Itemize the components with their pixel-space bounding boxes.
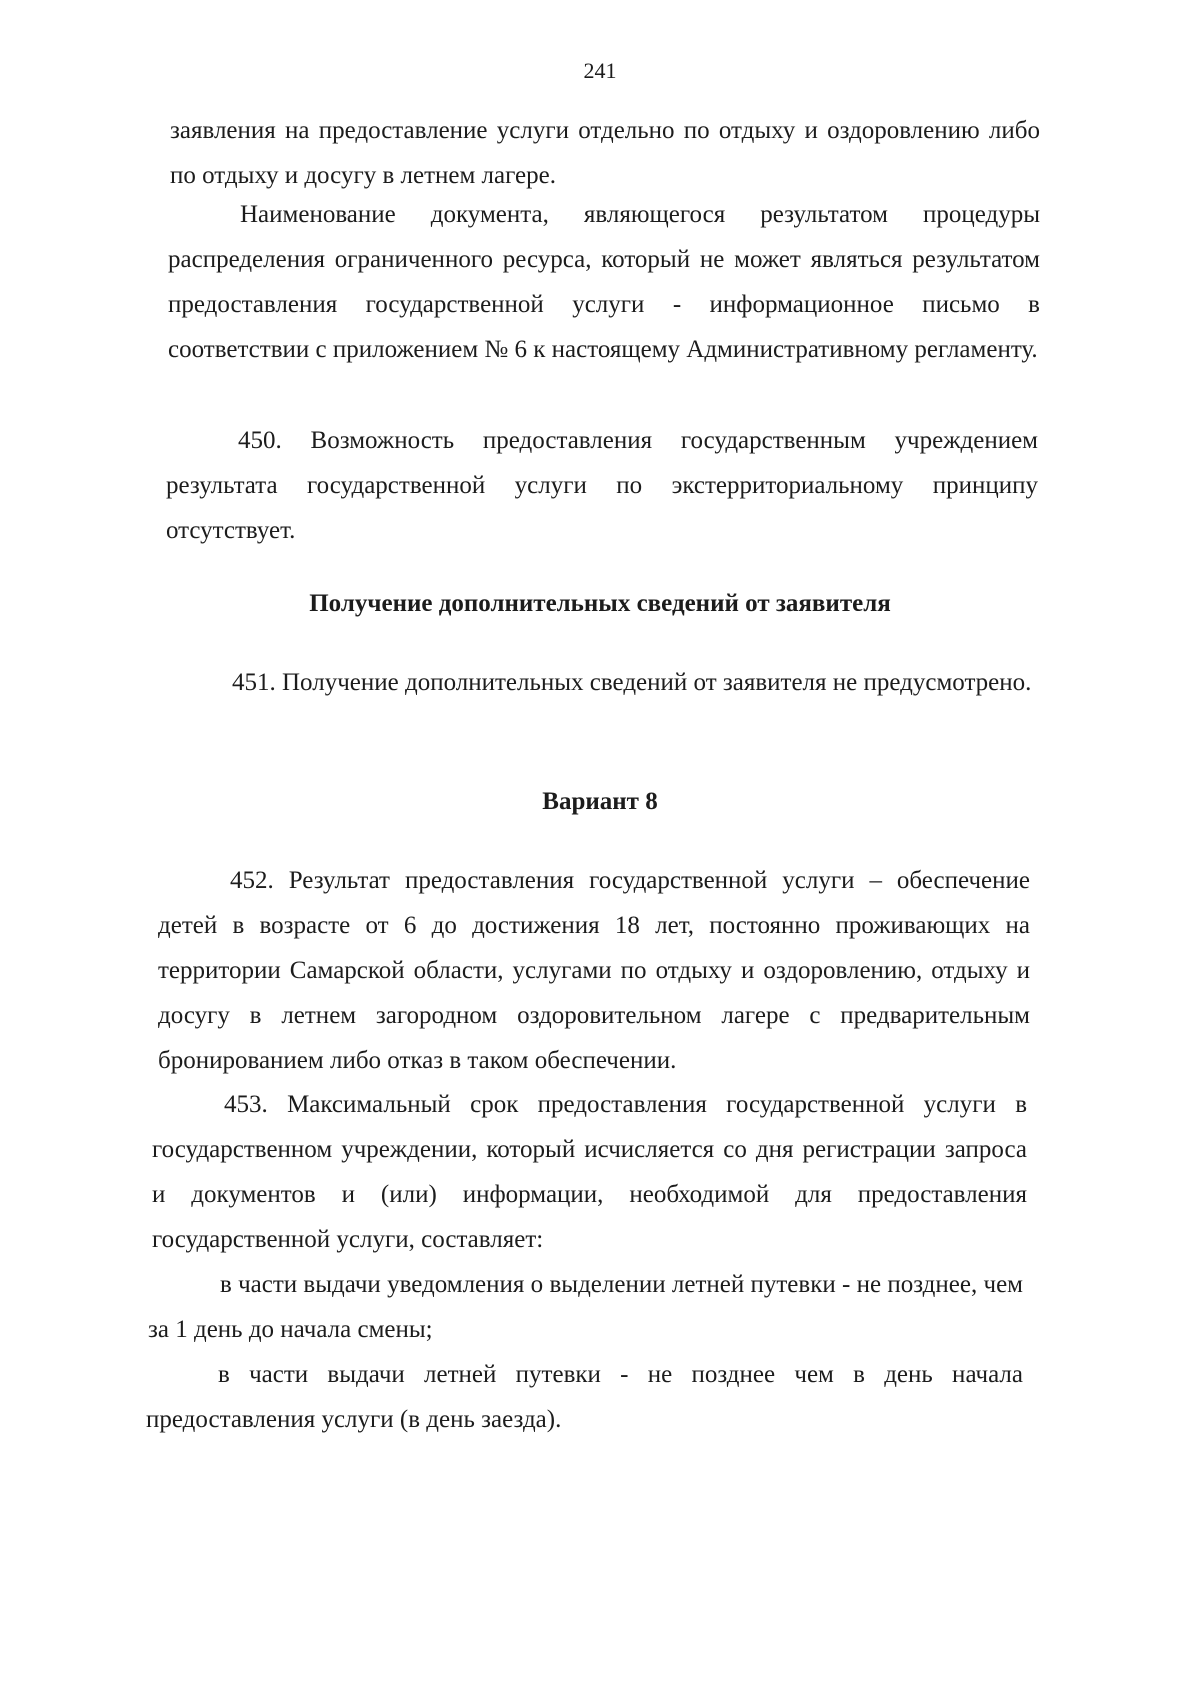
paragraph-451: 451. Получение дополнительных сведений от заявителя не предусмотрено.: [232, 669, 1032, 696]
paragraph-453: 453. Максимальный срок предоставления государственной услуги в государственном учреждении, который исчисляется со дня регистрации запроса и документов и (или) информации, необходимой для предоставления государственной услуги, составляет:: [152, 1091, 1027, 1253]
paragraph-453-voucher: в части выдачи летней путевки - не позднее чем в день начала предоставления услуги (в день заезда).: [146, 1361, 1023, 1433]
page-number: 241: [583, 58, 617, 83]
section-heading-additional-info: Получение дополнительных сведений от заявителя: [309, 590, 891, 617]
paragraph-450: 450. Возможность предоставления государственным учреждением результата государственной услуги по экстерриториальному принципу отсутствует.: [166, 427, 1038, 544]
section-heading-variant: Вариант 8: [542, 788, 658, 815]
paragraph-453-notification: в части выдачи уведомления о выделении летней путевки - не позднее, чем за 1 день до начала смены;: [148, 1271, 1023, 1343]
paragraph-continuation: заявления на предоставление услуги отдельно по отдыху и оздоровлению либо по отдыху и досугу в летнем лагере.: [170, 117, 1040, 189]
paragraph-result-document: Наименование документа, являющегося результатом процедуры распределения ограниченного ресурса, который не может являться результатом предоставления государственной услуги - информационное письмо в соответствии с приложением № 6 к настоящему Административному регламенту.: [168, 201, 1040, 363]
paragraph-452: 452. Результат предоставления государственной услуги – обеспечение детей в возрасте от 6 до достижения 18 лет, постоянно проживающих на территории Самарской области, услугами по отдыху и оздоровлению, отдыху и досугу в летнем загородном оздоровительном лагере с предварительным бронированием либо отказ в таком обеспечении.: [158, 867, 1030, 1074]
